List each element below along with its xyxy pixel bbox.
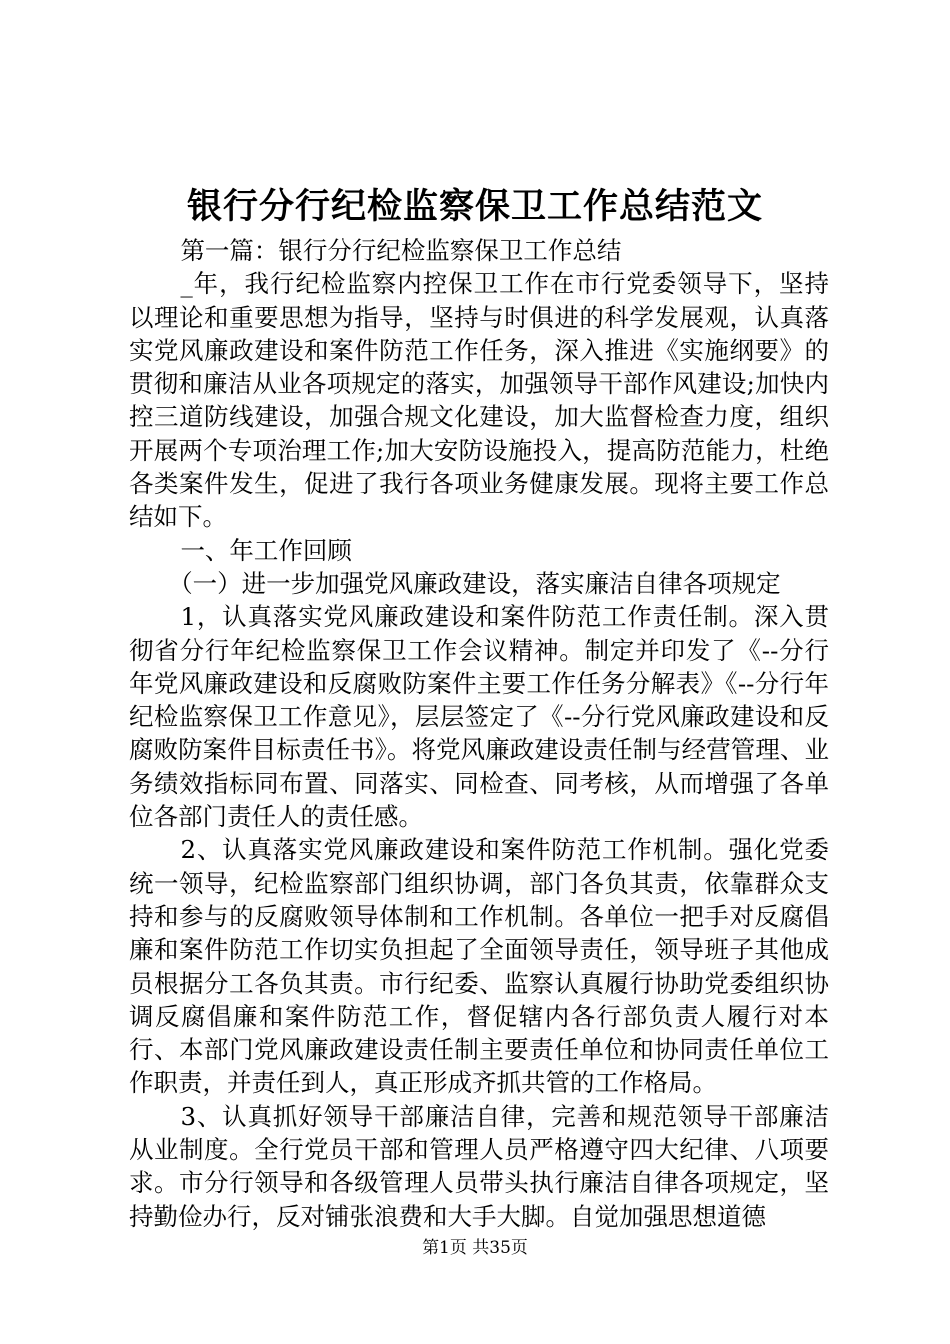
page-footer: 第1页 共35页 — [422, 1238, 528, 1258]
body-paragraph-3: 3、认真抓好领导干部廉洁自律，完善和规范领导干部廉洁从业制度。全行党员干部和管理人员严格遵守四大纪律、八项要求。市分行领导和各级管理人员带头执行廉洁自律各项规定，坚持勤俭办行，反对铺张浪费和大手大脚。自觉加强思想道德 — [129, 1101, 829, 1231]
subsection-heading-one: （一）进一步加强党风廉政建设，落实廉洁自律各项规定 — [168, 568, 781, 598]
intro-paragraph: _年，我行纪检监察内控保卫工作在市行党委领导下，坚持以理论和重要思想为指导，坚持与时俱进的科学发展观，认真落实党风廉政建设和案件防范工作任务，深入推进《实施纲要》的贯彻和廉洁从业各项规定的落实，加强领导干部作风建设;加快内控三道防线建设，加强合规文化建设，加大监督检查力度，组织开展两个专项治理工作;加大安防设施投入，提高防范能力，杜绝各类案件发生，促进了我行各项业务健康发展。现将主要工作总结如下。 — [129, 269, 829, 532]
section-heading-review: 一、年工作回顾 — [180, 535, 352, 565]
body-paragraph-1: 1，认真落实党风廉政建设和案件防范工作责任制。深入贯彻省分行年纪检监察保卫工作会议精神。制定并印发了《--分行年党风廉政建设和反腐败防案件主要工作任务分解表》《--分行年纪检监察保卫工作意见》，层层签定了《--分行党风廉政建设和反腐败防案件目标责任书》。将党风廉政建设责任制与经营管理、业务绩效指标同布置、同落实、同检查、同考核，从而增强了各单位各部门责任人的责任感。 — [129, 602, 829, 832]
document-title: 银行分行纪检监察保卫工作总结范文 — [186, 186, 763, 227]
section-heading-first-article: 第一篇：银行分行纪检监察保卫工作总结 — [180, 236, 622, 265]
body-paragraph-2: 2、认真落实党风廉政建设和案件防范工作机制。强化党委统一领导，纪检监察部门组织协调，部门各负其责，依靠群众支持和参与的反腐败领导体制和工作机制。各单位一把手对反腐倡廉和案件防范工作切实负担起了全面领导责任，领导班子其他成员根据分工各负其责。市行纪委、监察认真履行协助党委组织协调反腐倡廉和案件防范工作，督促辖内各行部负责人履行对本行、本部门党风廉政建设责任制主要责任单位和协同责任单位工作职责，并责任到人，真正形成齐抓共管的工作格局。 — [129, 835, 829, 1098]
document-body — [129, 234, 829, 1233]
